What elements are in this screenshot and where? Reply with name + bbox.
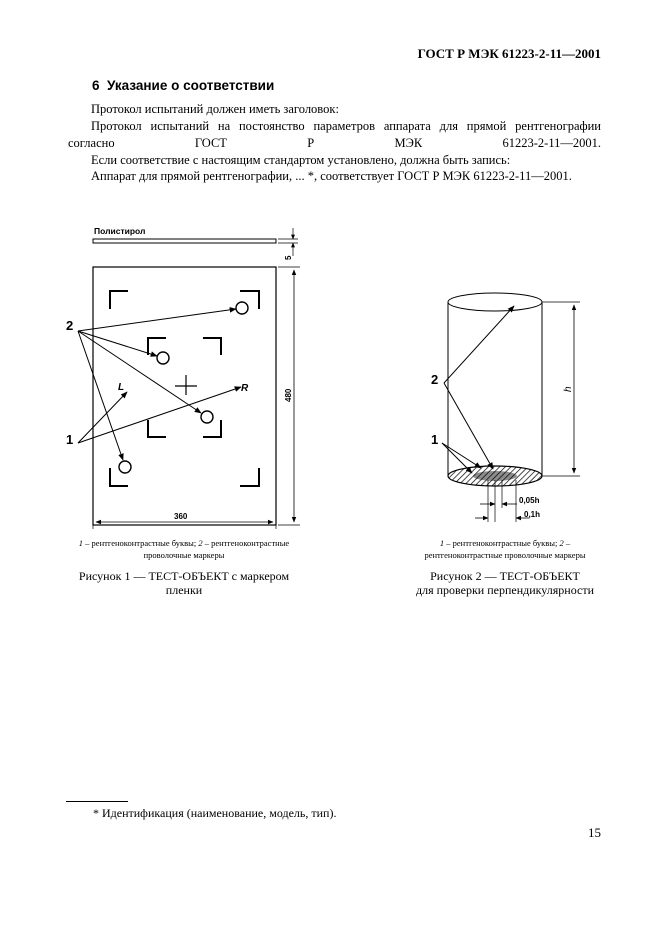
footnote-rule xyxy=(66,801,128,802)
figure-1-drawing xyxy=(60,220,320,530)
legend-num-1: 1 xyxy=(439,538,445,548)
caption-line-2: для проверки перпендикулярности xyxy=(415,583,594,597)
legend-num-1: 1 xyxy=(78,538,84,548)
caption-line-1: Рисунок 2 — ТЕСТ-ОБЪЕКТ xyxy=(430,569,580,583)
figure-1-caption xyxy=(66,569,302,597)
paragraph-3: Если соответствие с настоящим стандартом установлено, должна быть запись: xyxy=(91,153,511,167)
running-header: ГОСТ Р МЭК 61223-2-11—2001 xyxy=(417,46,601,61)
footnote: * Идентификация (наименование, модель, тип). xyxy=(93,806,337,820)
fig2-leaders xyxy=(442,306,514,473)
dim-width: 360 xyxy=(174,512,188,521)
marker-1-label: 1 xyxy=(66,432,74,447)
figure-1-legend xyxy=(66,537,302,561)
figure-2-drawing xyxy=(420,280,600,530)
wire-marker xyxy=(119,461,131,473)
legend-num-2: 2 xyxy=(198,538,203,548)
caption-line-1: Рисунок 1 — ТЕСТ-ОБЪЕКТ с маркером xyxy=(78,569,290,583)
fig2-marker-1-label: 1 xyxy=(431,432,439,447)
letter-l: L xyxy=(118,382,125,393)
paragraph-2: Протокол испытаний на постоянство параметров аппарата для прямой рентгенографии согласно ГОСТ Р МЭК 61223-2-11—2001. xyxy=(68,119,601,150)
dim-005h: 0,05h xyxy=(519,496,540,505)
polystyrene-plate xyxy=(93,239,276,243)
section-number: 6 xyxy=(92,78,100,93)
section-heading xyxy=(92,78,274,93)
figure-2-legend xyxy=(410,537,600,561)
legend-text-1: – рентгеноконтрастные буквы; xyxy=(444,538,560,548)
legend-num-2: 2 xyxy=(559,538,564,548)
dim-h: h xyxy=(563,386,574,392)
wire-marker xyxy=(157,352,169,364)
letter-r: R xyxy=(241,383,249,394)
dim-01h: 0,1h xyxy=(524,510,541,519)
marker-2-label: 2 xyxy=(66,318,74,333)
dim-height: 480 xyxy=(284,388,293,402)
paragraph-1: Протокол испытаний должен иметь заголовок: xyxy=(91,102,339,116)
caption-line-2: пленки xyxy=(165,583,203,597)
wire-marker xyxy=(236,302,248,314)
figure-2-caption xyxy=(400,569,610,597)
paragraph-4: Аппарат для прямой рентгенографии, ... *, соответствует ГОСТ Р МЭК 61223-2-11—2001. xyxy=(91,169,572,183)
cylinder-top xyxy=(448,293,542,311)
leaders-1 xyxy=(78,387,241,443)
fig2-marker-2-label: 2 xyxy=(431,372,439,387)
page-number: 15 xyxy=(588,825,601,840)
section-title: Указание о соответствии xyxy=(107,78,275,93)
legend-text-2: – рентгеноконтрастные проволочные маркеры xyxy=(424,538,586,560)
polystyrene-label: Полистирол xyxy=(94,226,146,236)
dim-thickness: 5 xyxy=(284,255,293,260)
wire-marker xyxy=(201,411,213,423)
center-cross xyxy=(175,375,197,395)
legend-text-2: – рентгеноконтрастные проволочные маркеры xyxy=(143,538,290,560)
central-zone xyxy=(473,471,517,481)
legend-text-1: – рентгеноконтрастные буквы; xyxy=(83,538,199,548)
